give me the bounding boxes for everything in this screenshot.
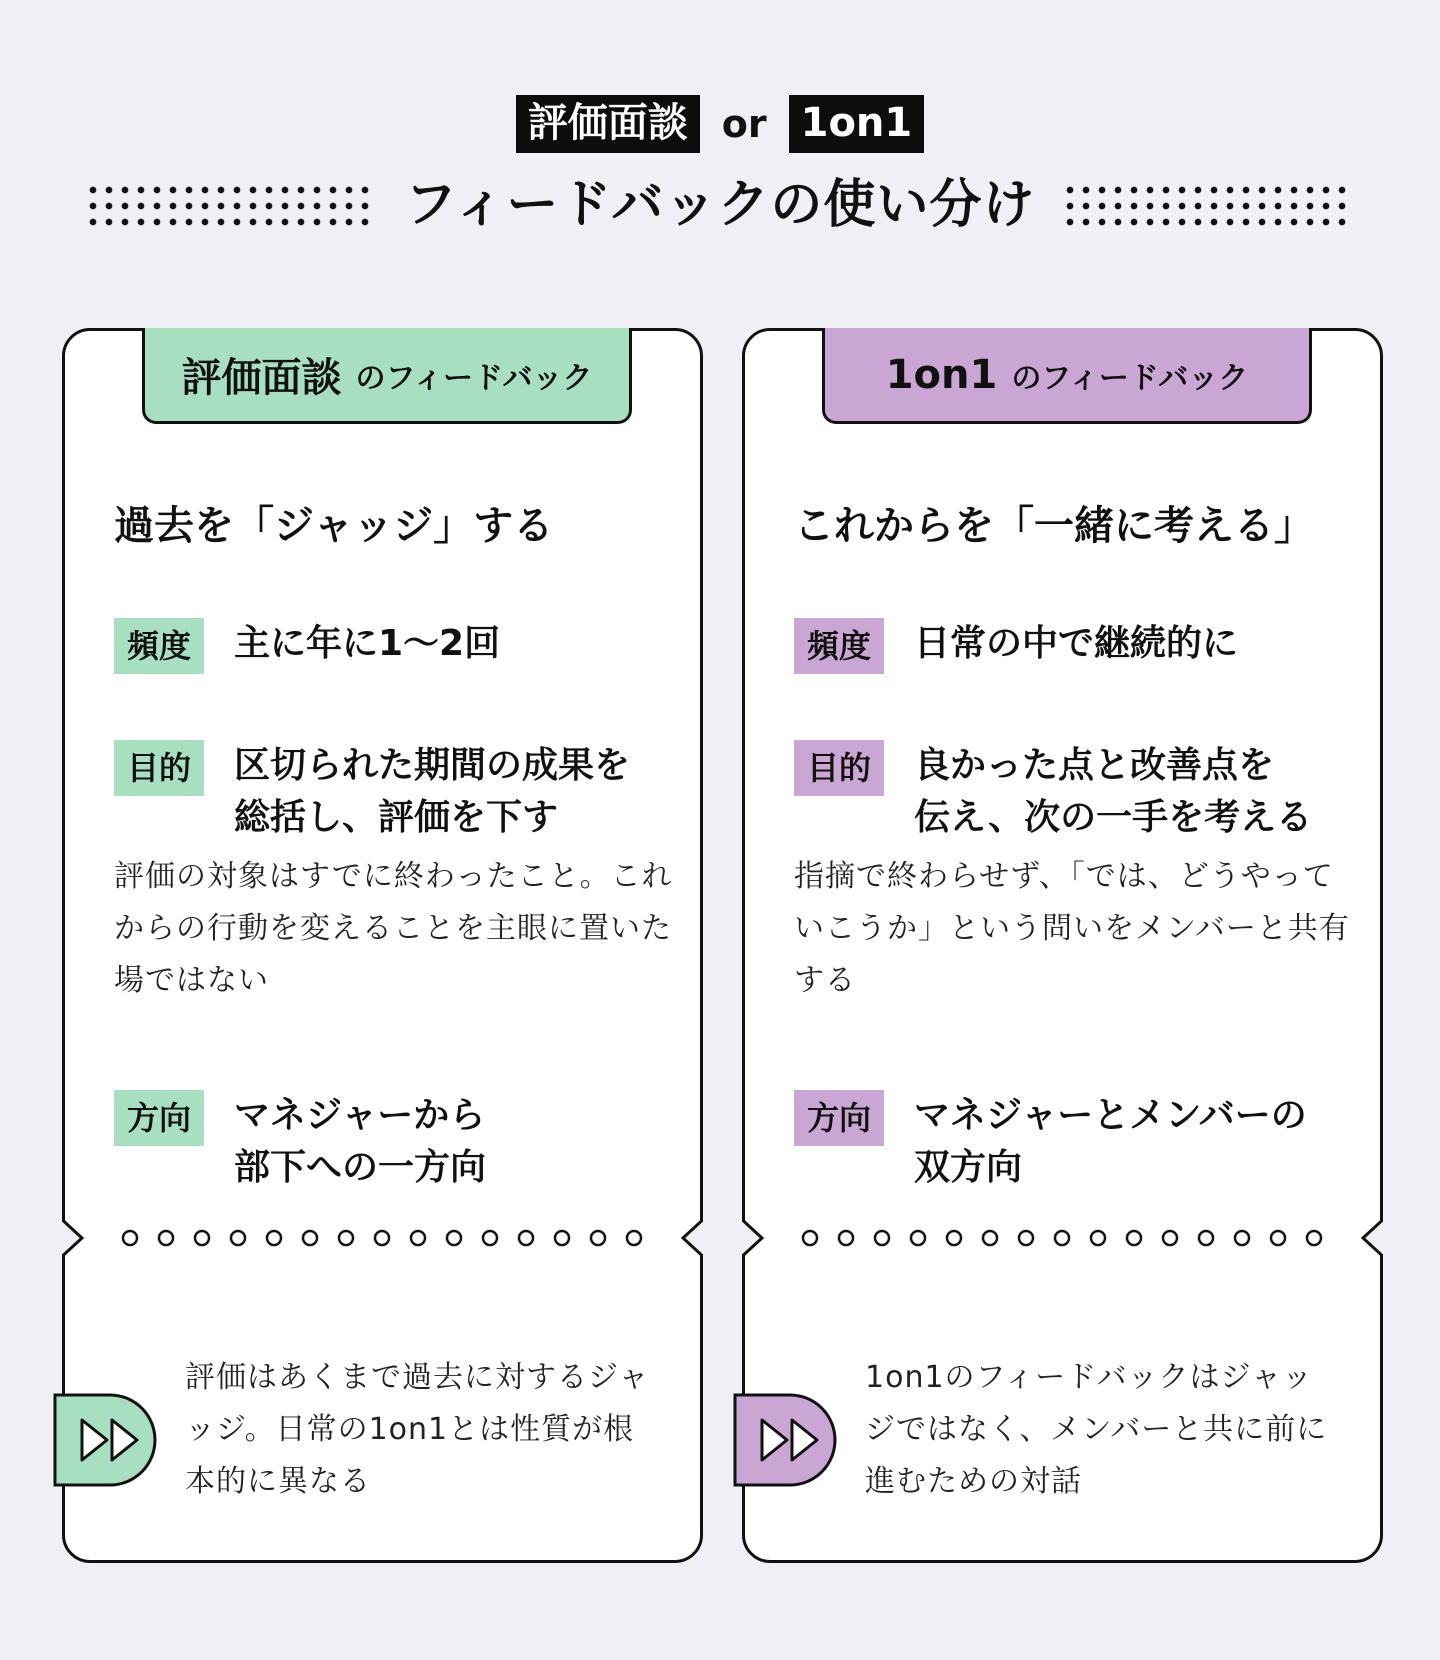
purpose-text: 区切られた期間の成果を 総括し、評価を下す [234,745,631,838]
header-badge-evaluation: 評価面談 [516,95,700,153]
card-evaluation [62,328,703,1563]
card-headline: 過去を「ジャッジ」する [114,503,554,549]
purpose-description: 評価の対象はすでに終わったこと。これからの行動を変えることを主眼に置いた場ではない [114,859,673,998]
card-tag-main: 評価面談 [181,355,342,401]
card-1on1 [742,328,1383,1563]
direction-badge: 方向 [114,1090,204,1146]
frequency-text: 日常の中で継続的に [914,623,1239,664]
card-tag [822,328,1312,424]
direction-text: マネジャーとメンバーの 双方向 [914,1095,1307,1188]
purpose-description: 指摘で終わらせず、「では、どうやっていこうか」という問いをメンバーと共有する [794,859,1350,998]
card-note: 評価はあくまで過去に対するジャッジ。日常の1on1とは性質が根本的に異なる [185,1360,650,1499]
purpose-text: 良かった点と改善点を 伝え、次の一手を考える [914,745,1313,838]
header-or: or [721,102,767,146]
direction-text: マネジャーから 部下への一方向 [234,1095,487,1188]
direction-badge: 方向 [794,1090,884,1146]
header-badge-1on1: 1on1 [789,95,925,153]
title-row [0,170,1440,240]
card-tag-sub: のフィードバック [355,360,593,396]
card-tag [142,328,632,424]
purpose-badge: 目的 [114,740,204,796]
card-headline: これからを「一緒に考える」 [794,503,1314,549]
frequency-badge: 頻度 [794,618,884,674]
card-note: 1on1のフィードバックはジャッジではなく、メンバーと共に前に進むための対話 [865,1360,1328,1499]
header-row [0,95,1440,153]
frequency-text: 主に年に1〜2回 [234,623,501,664]
card-tag-main: 1on1 [885,351,998,398]
fast-forward-icon [52,1392,162,1488]
page-title: フィードバックの使い分け [404,175,1036,235]
purpose-badge: 目的 [794,740,884,796]
frequency-badge: 頻度 [114,618,204,674]
card-tag-sub: のフィードバック [1011,360,1249,396]
fast-forward-icon [732,1392,842,1488]
dot-pattern-right [1062,182,1352,230]
